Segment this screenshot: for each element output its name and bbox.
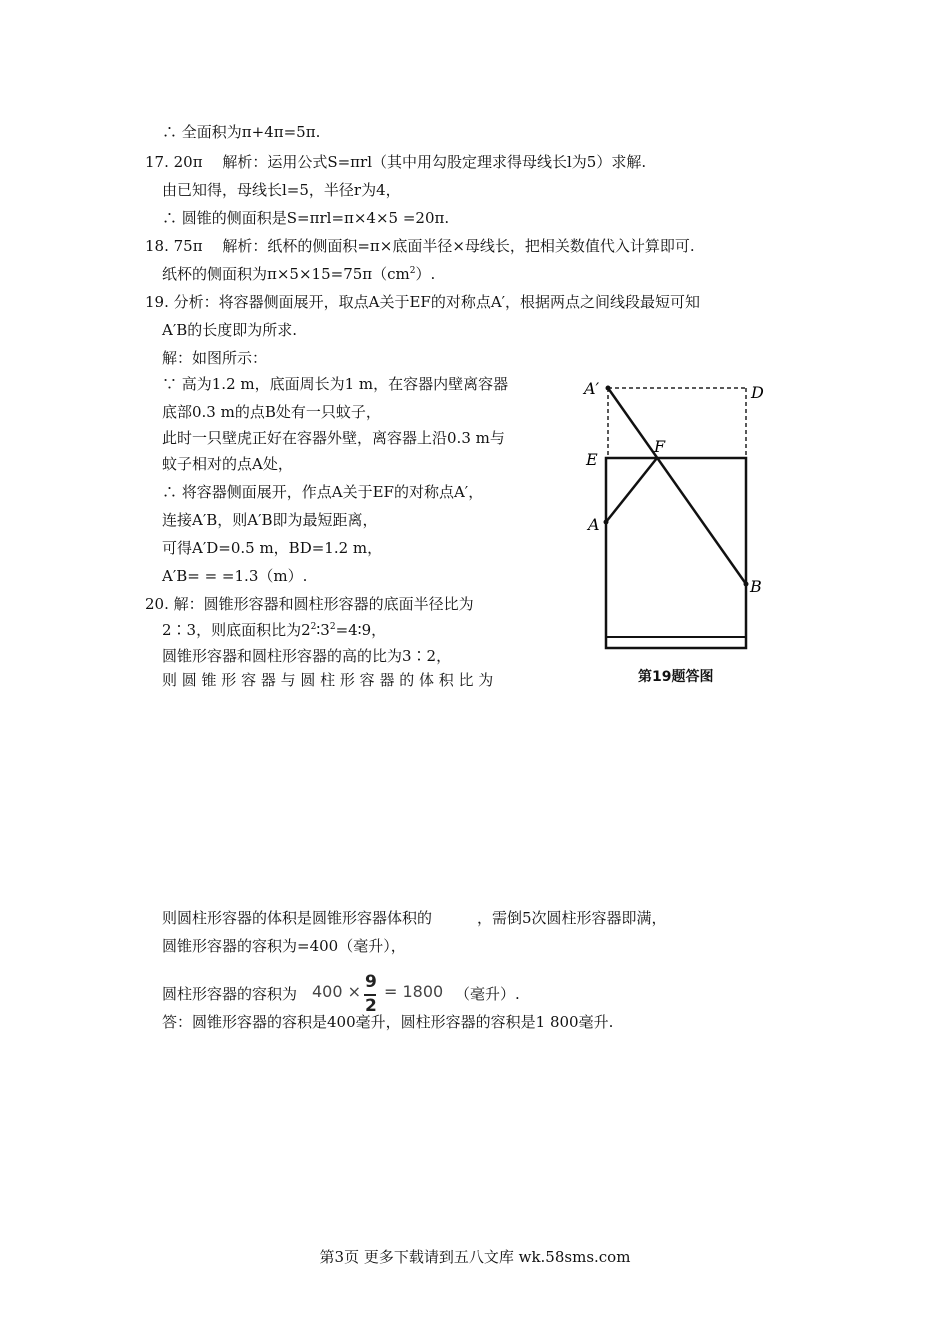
point-a-prime [606,386,611,391]
figure-caption: 第19题答图 [638,669,714,685]
page-footer: 第3页 更多下载请到五八文库 wk.58sms.com [319,1248,631,1266]
point-a [604,520,609,525]
text-line: 20. 解：圆锥形容器和圆柱形容器的底面半径比为 [145,595,474,613]
text-span: =4∶9， [335,621,387,639]
text-line: 底部0.3 m的点B处有一只蚊子， [162,403,381,421]
text-line: 可得A′D=0.5 m，BD=1.2 m， [162,539,383,557]
formula-denominator: 2 [365,996,377,1016]
text-line [162,620,386,640]
text-line: 由已知得，母线长l=5，半径r为4， [162,181,401,199]
superscript: 2 [310,622,317,632]
label-b: B [750,577,762,596]
segment-a-f [606,458,657,522]
point-b [744,582,749,587]
text-line: 则 圆 锥 形 容 器 与 圆 柱 形 容 器 的 体 积 比 为 [162,671,494,689]
label-d: D [751,383,764,402]
label-a-prime: A′ [584,379,600,398]
superscript: 2 [409,266,416,276]
text-span: ）. [415,265,436,283]
formula-right: = 1800 [384,982,444,1001]
text-line [162,264,435,284]
text-line: 连接A′B，则A′B即为最短距离， [162,511,378,529]
label-e: E [586,450,598,469]
text-line: 17. 20π 解析：运用公式S=πrl（其中用勾股定理求得母线长l为5）求解. [145,153,647,171]
text-span: 2∶3，则底面积比为2 [162,621,311,639]
text-line: 圆锥形容器和圆柱形容器的高的比为3∶2， [162,647,452,665]
text-line: ∴ 将容器侧面展开，作点A关于EF的对称点A′， [162,483,484,501]
text-line: ∴ 圆锥的侧面积是S=πrl=π×4×5 =20π. [162,209,450,227]
capacity-formula [312,970,452,1018]
text-line: 蚊子相对的点A处， [162,455,293,473]
superscript: 2 [329,622,336,632]
text-span: ∶3 [316,621,330,639]
text-line: （毫升）. [455,985,520,1003]
text-line: 解：如图所示： [162,349,268,367]
formula-numerator: 9 [365,972,377,992]
text-line: A′B的长度即为所求. [162,321,298,339]
text-line: 则圆柱形容器的体积是圆锥形容器体积的 ，需倒5次圆柱形容器即满， [162,909,667,927]
segment-a-prime-b [608,388,746,584]
figure-19-diagram [580,372,780,652]
text-line: 19. 分析：将容器侧面展开，取点A关于EF的对称点A′，根据两点之间线段最短可知 [145,293,701,311]
text-line: ∵ 高为1.2 m，底面周长为1 m，在容器内壁离容器 [162,375,509,393]
formula-left: 400 × [312,982,362,1001]
text-line: 18. 75π 解析：纸杯的侧面积=π×底面半径×母线长，把相关数值代入计算即可. [145,237,695,255]
text-line: 此时一只壁虎正好在容器外壁，离容器上沿0.3 m与 [162,429,505,447]
text-line: 圆柱形容器的容积为 [162,985,298,1003]
text-line: 答：圆锥形容器的容积是400毫升，圆柱形容器的容积是1 800毫升. [162,1013,614,1031]
text-line: A′B= = =1.3（m）. [162,567,308,585]
label-f: F [654,437,666,456]
label-a: A [588,515,600,534]
text-line: 圆锥形容器的容积为=400（毫升）， [162,937,406,955]
text-span: 纸杯的侧面积为π×5×15=75π（cm [162,265,410,283]
text-line: ∴ 全面积为π+4π=5π. [162,123,321,141]
